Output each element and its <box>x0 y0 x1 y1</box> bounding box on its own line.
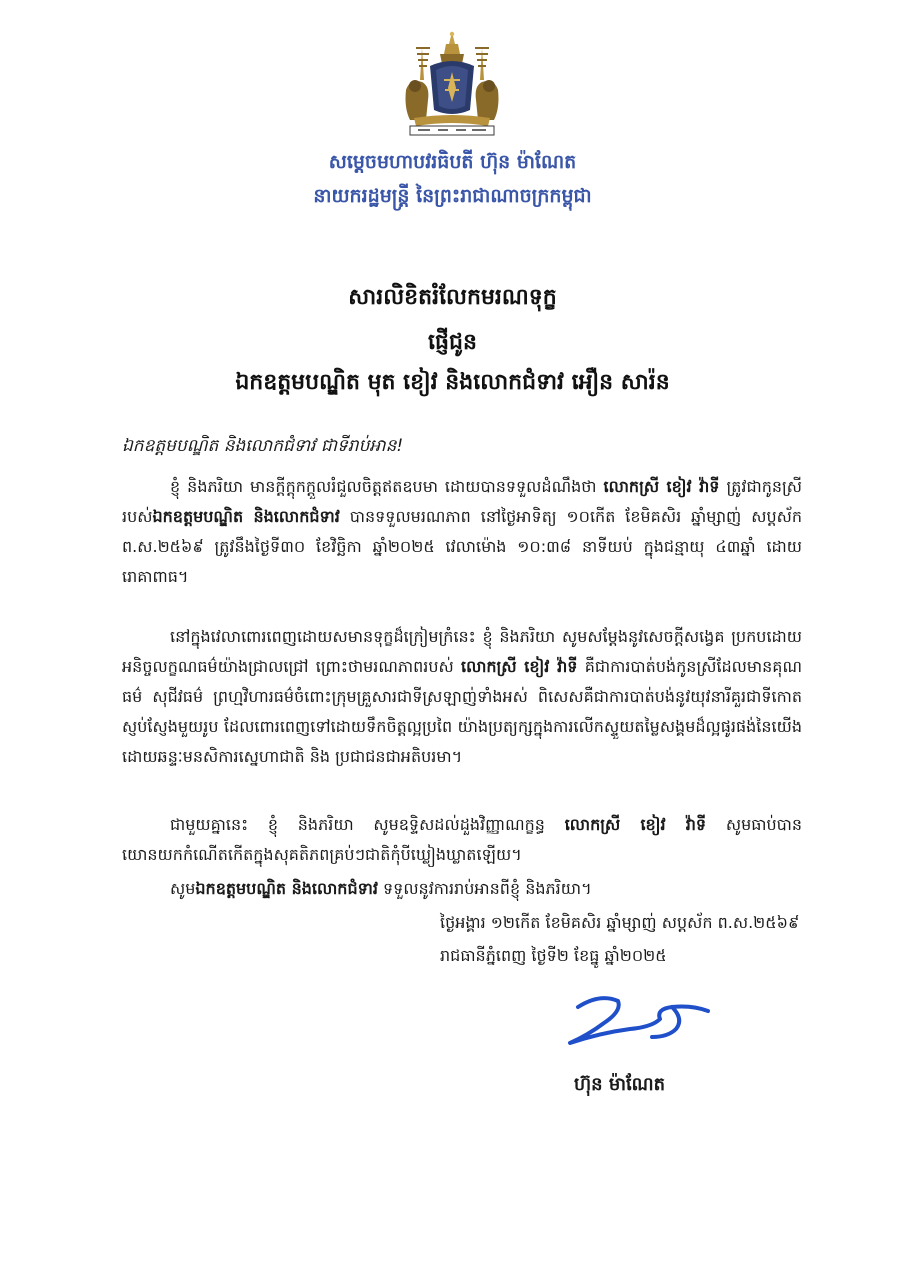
salutation: ឯកឧត្តមបណ្ឌិត និងលោកជំទាវ ជាទីរាប់អាន! <box>122 436 404 456</box>
p3-name: លោកស្រី ខៀវ វ៉ាទី <box>564 815 707 834</box>
handwritten-signature <box>560 985 720 1055</box>
recipients-heading: ឯកឧត្តមបណ្ឌិត មុត ខៀវ និងលោកជំទាវ អឿន សារ៉ន <box>235 370 670 395</box>
royal-emblem-icon <box>400 30 504 138</box>
date-lunar: ថ្ងៃអង្គារ ១២កើត ខែមិគសិរ ឆ្នាំម្សាញ់ សប្តស័ក ព.ស.២៥៦៩ <box>440 913 800 932</box>
signer-name: ហ៊ុន ម៉ាណែត <box>574 1074 666 1095</box>
p3-text-b: សូមធាប់បានយោនយកកំណើតកើតក្នុងសុគតិភពគ្រប់ៗជាតិកុំបីឃ្លៀងឃ្លាតឡើយ។ <box>122 815 803 864</box>
p2-text-a: នៅក្នុងវេលាពោរពេញដោយសមានទុក្ខដ៏ក្រៀមក្រំនេះ ខ្ញុំ និងភរិយា សូមសម្តែងនូវសេចក្តីសង្វេគ ប្រកបដោយអនិច្ចលក្ខណធម៌យ៉ាងជ្រាលជ្រៅ ព្រោះថាមរណភាពរបស់ <box>122 627 802 676</box>
sent-to-label: ផ្ញើជូន <box>428 330 477 355</box>
p1-parents: ឯកឧត្តមបណ្ឌិត និងលោកជំទាវ <box>152 507 340 526</box>
p1-text-c: បានទទួលមរណភាព នៅថ្ងៃអាទិត្យ ១០កើត ខែមិគសិរ ឆ្នាំម្សាញ់ សប្តស័ក ព.ស.២៥៦៩ ត្រូវនឹងថ្ងៃទី៣០ ខែវិច្ឆិកា ឆ្នាំ២០២៥ វេលាម៉ោង ១០:៣៨ នាទីយប់ ក្នុងជន្មាយុ ៤៣ឆ្នាំ ដោយរោគាពាធ។ <box>122 507 802 586</box>
p1-text-a: ខ្ញុំ និងភរិយា មានក្តីក្តុកក្តួលរំជួលចិត្តឥតឧបមា ដោយបានទទួលដំណឹងថា <box>170 477 604 496</box>
p1-name: លោកស្រី ខៀវ វ៉ាទី <box>603 477 720 496</box>
sender-title-line1: សម្តេចមហាបវរធិបតី ហ៊ុន ម៉ាណែត <box>328 151 577 173</box>
closing-line <box>170 878 592 902</box>
p1-text-b: ត្រូវជាកូនស្រីរបស់ <box>122 477 803 526</box>
paragraph-1 <box>122 472 802 592</box>
p2-text-b: គឺជាការបាត់បង់កូនស្រីដែលមានគុណធម៌ សុជីវធម៌ ព្រហ្មវិហារធម៌ចំពោះក្រុមគ្រួសារជាទីស្រឡាញ់ទាំងអស់ ពិសេសគឺជាការបាត់បង់នូវយុវនារីគួរជាទីកោតស្ញប់ស្ញែងមួយរូប ដែលពោរពេញទៅដោយទឹកចិត្តល្អប្រពៃ យ៉ាងប្រត្យក្សក្នុងការលើកស្ទួយតម្លៃសង្គមដ៏ល្អផូរផង់នៃយើង ដោយឆន្ទៈមនសិការស្នេហាជាតិ និង ប្រជាជនជាអតិបរមា។ <box>122 657 802 766</box>
p3-text-a: ជាមួយគ្នានេះ ខ្ញុំ និងភរិយា សូមឧទ្ទិសដល់ដួងវិញ្ញាណក្ខន្ធ <box>170 815 565 834</box>
letter-title: សារលិខិតរំលែកមរណទុក្ខ <box>348 285 557 310</box>
p2-name: លោកស្រី ខៀវ វ៉ាទី <box>461 657 578 676</box>
paragraph-2 <box>122 622 802 772</box>
date-solar: រាជធានីភ្នំពេញ ថ្ងៃទី២ ខែធ្នូ ឆ្នាំ២០២៥ <box>440 946 667 965</box>
closing-recipients: ឯកឧត្តមបណ្ឌិត និងលោកជំទាវ <box>195 879 378 898</box>
closing-text-a: សូម <box>170 879 196 898</box>
closing-text-b: ទទួលនូវការរាប់អានពីខ្ញុំ និងភរិយា។ <box>377 879 592 898</box>
paragraph-3 <box>122 810 802 870</box>
sender-title-line2: នាយករដ្ឋមន្ត្រី នៃព្រះរាជាណាចក្រកម្ពុជា <box>313 185 592 207</box>
